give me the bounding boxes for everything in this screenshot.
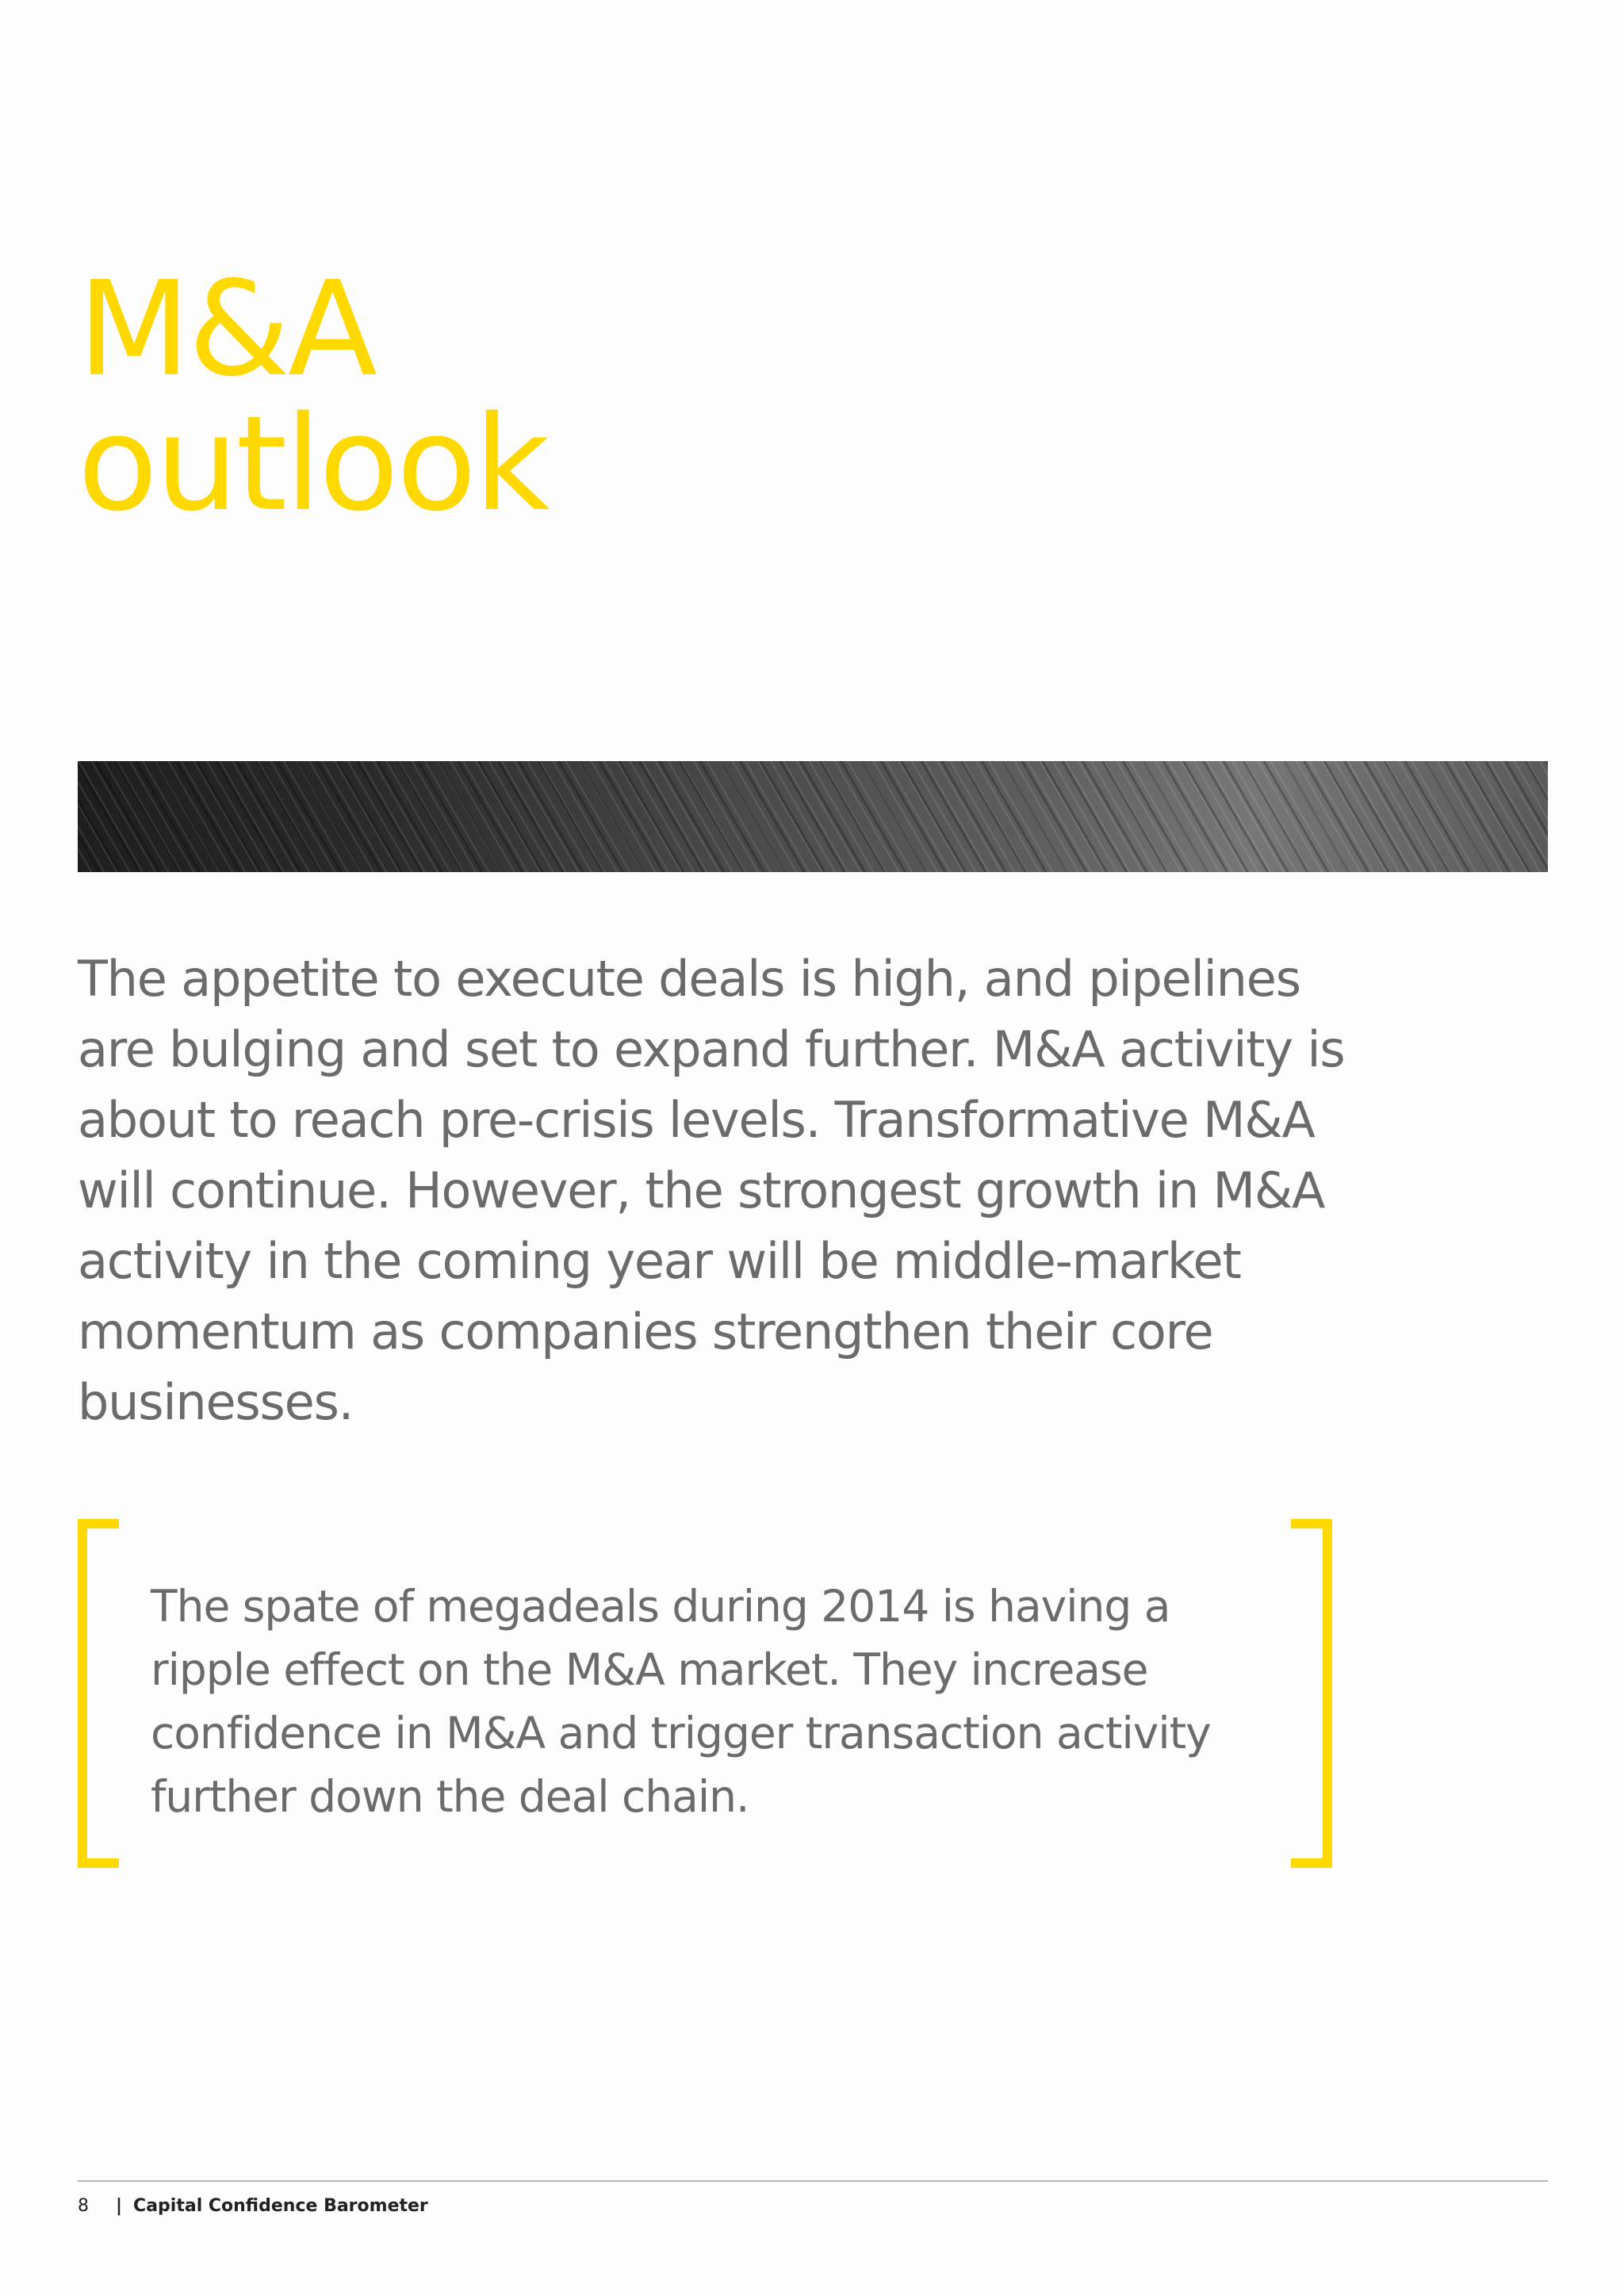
texture-banner-image [78, 761, 1548, 872]
pull-quote-text: The spate of megadeals during 2014 is having a ripple effect on the M&A market. They increase confidence in M&A and trigger transaction activity further down the deal chain. [151, 1581, 1211, 1822]
pull-quote [78, 1519, 1332, 1868]
page-title-line-1: M&A [78, 253, 375, 405]
footer-separator: | [116, 2196, 123, 2216]
page-footer [78, 2196, 428, 2216]
publication-title: Capital Confidence Barometer [133, 2196, 428, 2216]
intro-paragraph: The appetite to execute deals is high, and pipelines are bulging and set to expand further. M&A activity is about to reach pre-crisis levels. Transformative M&A will continue. However, the strongest growth in M&A activity in the coming year will be middle-market momentum as companies strengthen their core businesses. [78, 950, 1345, 1431]
footer-divider [78, 2180, 1548, 2182]
page-title-line-2: outlook [78, 388, 548, 540]
page-number: 8 [78, 2196, 89, 2216]
page-title [78, 253, 548, 540]
left-bracket-icon [78, 1519, 119, 1868]
right-bracket-icon [1291, 1519, 1332, 1868]
